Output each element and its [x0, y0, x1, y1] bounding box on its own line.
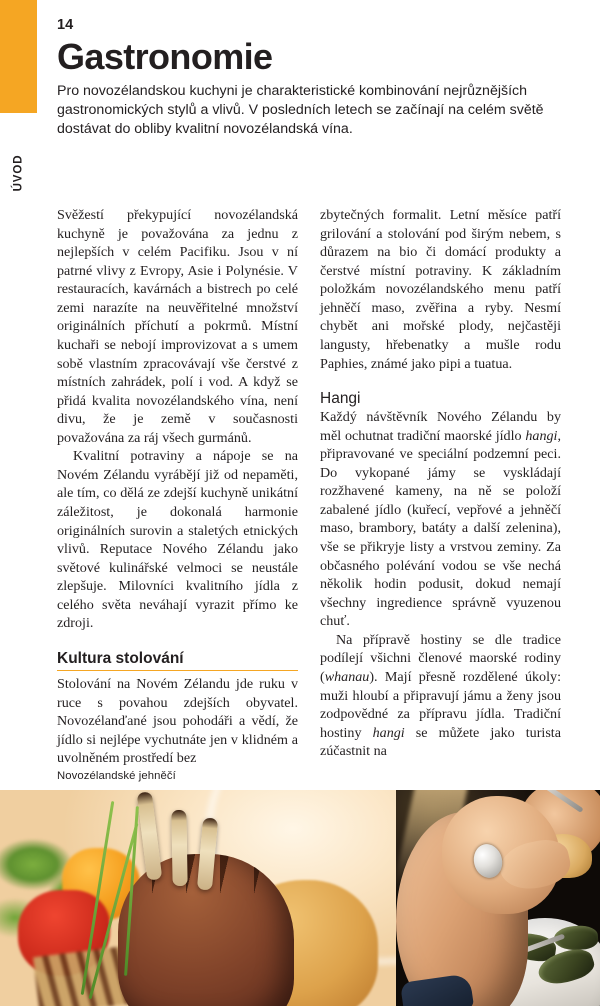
page-standfirst: Pro novozélandskou kuchyni je charakteristické kombinování nejrůznějších gastronomických stylů a vlivů. V posledních letech se začínají na celém světě dostávat do obliby kvalitní novozélandská vína. [57, 82, 544, 137]
paragraph-text: se můžete jako turista zúčastnit na [320, 724, 561, 760]
body-column-left [57, 206, 298, 767]
paragraph: Kvalitní potraviny a nápoje se na Novém Zélandu vyrábějí již od nepaměti, ale tím, co dělá ze zdejší kuchyně unikátní záležitost, je dokonalá harmonie originálních surovin a staletých etnických vlivů. Reputace Nového Zélandu jako světové kulinářské velmoci se neustále zlepšuje. Milovníci kvalitního jídla z celého světa neváhají vyrazit přímo ke zdroji. [57, 448, 298, 632]
paragraph: zbytečných formalit. Letní měsíce patří grilování a stolování pod širým nebem, s důrazem na bio či domácí produkty a čerstvé místní potraviny. K základním položkám novozélandského menu patří jehněčí maso, zvěřina a ryby. Nesmí chybět ani mořské plody, nejčastěji langusty, hřebenatky a mušle rodu Paphies, známé jako pipi a tuatua. [320, 207, 561, 372]
section-tab-label [0, 118, 37, 228]
term-hangi: hangi [525, 427, 558, 444]
page-title: Gastronomie [57, 35, 273, 77]
lamb-bone [171, 810, 187, 886]
page-header [57, 18, 562, 139]
page-number: 14 [57, 17, 74, 33]
paragraph [320, 408, 561, 631]
paragraph-text: Každý návštěvník Nového Zélandu by měl ochutnat tradiční maorské jídlo [320, 409, 561, 444]
paragraph-text: ). Mají přesně rozdělené úkoly: muži hloubí a připravují jámu a ženy jsou zodpovědné za přípravu jídla. Tradiční hostiny [320, 668, 561, 741]
paragraph: Svěžestí překypující novozélandská kuchyně je považována za jednu z nejlepších v celém Pacifiku. Jsou v ní patrné vlivy z Evropy, Asie i Polynésie. V restauracích, kavárnách a bistrech po celé zemi narazíte na neuvěřitelné množství originálních příchutí a pokrmů. Místní kuchaři se nebojí improvizovat a s umem sobě vlastním zpracovávají vše čerstvé z místních zahrádek, polí i vod. A když se přidá kvalita novozélandského vína, není divu, že je země v současnosti považována za ráj všech gurmánů. [57, 207, 298, 446]
section-tab-orange-block [0, 0, 37, 113]
body-columns [57, 206, 562, 767]
term-hangi: hangi [372, 724, 405, 741]
paragraph-text: , připravované ve speciální podzemní peci. Do vykopané jámy se vyskládají rozžhavené kameny, na ně se položí zabalené jídlo (kuřecí, vepřové a jehněčí maso, brambory, batáty a další zelenina), vše se přikryje listy a vrstvou zeminy. Za občasného polévání vodou se vše nechá několik hodin podusit, dokud nemají všechny ingredience správně vyuzenou chuť. [320, 427, 561, 630]
body-column-right [320, 206, 561, 758]
paragraph: Stolování na Novém Zélandu jde ruku v ruce s povahou zdejších obyvatel. Novozélanďané jsou pohodáři a vědí, že jídlo si nejlépe vychutnáte jen v klidném a uvolněném prostředí bez [57, 675, 298, 767]
photo-eating-mussels [396, 790, 600, 1006]
term-whanau: whanau [324, 668, 370, 685]
section-tab-label-text: ÚVOD [12, 154, 25, 192]
figure-caption: Novozélandské jehněčí [57, 770, 176, 782]
section-heading-kultura-stolovani: Kultura stolování [57, 650, 298, 671]
photo-strip [0, 790, 600, 1006]
paragraph-text: Na přípravě hostiny se dle tradice podílejí všichni členové maorské rodiny ( [320, 631, 561, 685]
paragraph [320, 631, 561, 761]
photo-rack-of-lamb [0, 790, 396, 1006]
section-heading-hangi: Hangi [320, 390, 361, 408]
